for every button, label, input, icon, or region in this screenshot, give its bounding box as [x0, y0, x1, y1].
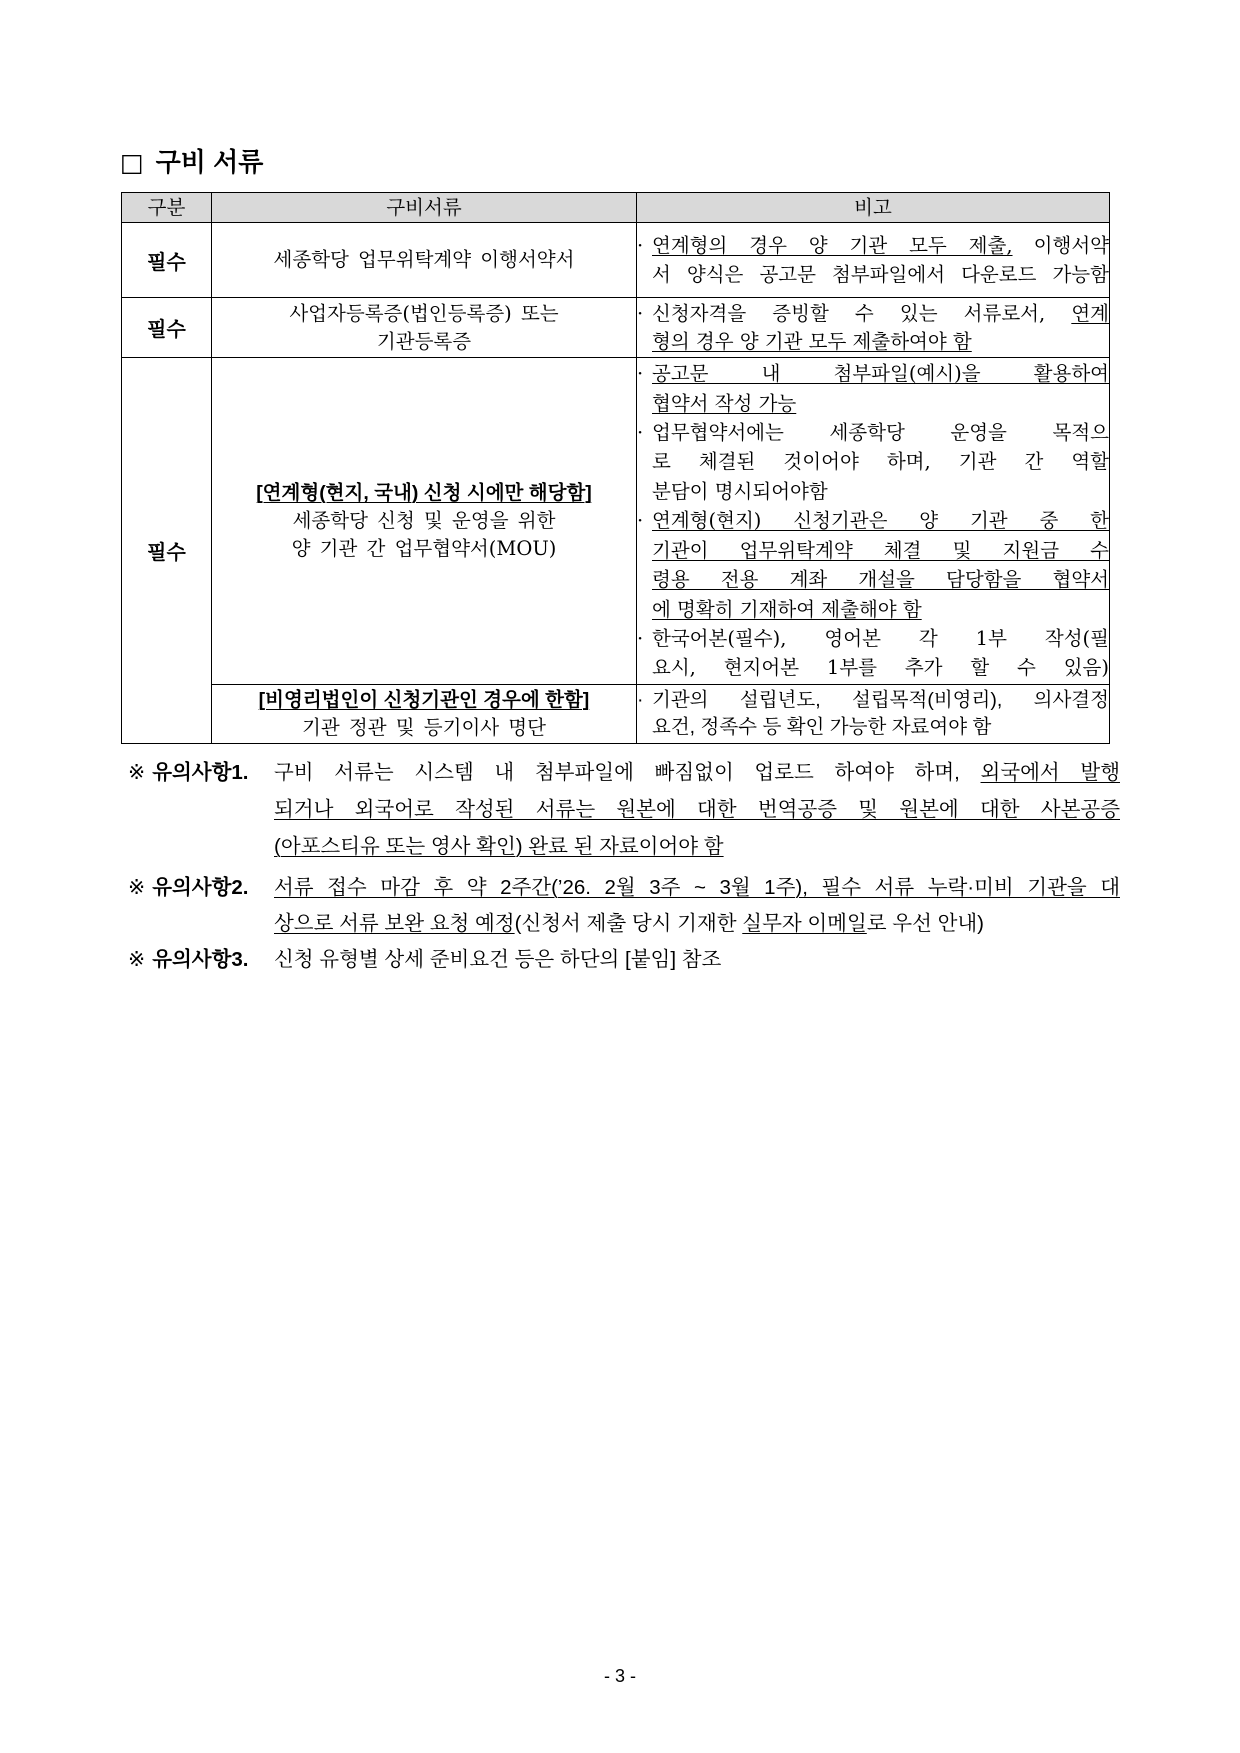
- underlined-text: 상으로 서류 보완 요청 예정: [274, 912, 515, 935]
- bullet: ·: [637, 689, 644, 711]
- underlined-text: 연계형(현지) 신청기관은 양 기관 중 한: [652, 509, 1109, 533]
- remarks-line: [637, 300, 1109, 328]
- remarks-line: [637, 653, 1109, 682]
- remarks-line: [637, 477, 1109, 506]
- remarks-cell: [637, 358, 1110, 685]
- bullet: ·: [637, 362, 644, 386]
- underlined-text: 서류 접수 마감 후 약 2주간(’26. 2월 3주 ~ 3월 1주), 필수 서류 누락·미비 기관을 대: [274, 876, 1120, 899]
- table-header-row: [122, 193, 1110, 223]
- note-text: (신청서 제출 당시 기재한: [514, 912, 743, 935]
- bullet: ·: [637, 233, 644, 257]
- remarks-text: 한국어본(필수), 영어본 각 1부 작성(필: [652, 626, 1109, 650]
- underlined-text: 공고문 내 첨부파일(예시)을 활용하여: [652, 362, 1109, 386]
- underlined-text: (아포스티유 또는 영사 확인) 완료 된 자료이어야 함: [274, 835, 724, 858]
- note-2: [128, 870, 1120, 942]
- header-remarks: 비고: [637, 193, 1110, 223]
- underlined-text: 실무자 이메일: [742, 912, 867, 935]
- condition-label: [연계형(현지, 국내) 신청 시에만 해당함]: [256, 482, 592, 504]
- category-cell: 필수: [122, 223, 212, 298]
- underlined-text: 에 명확히 기재하여 제출해야 함: [652, 597, 922, 621]
- note-body: [274, 870, 1120, 942]
- document-cell: [212, 298, 637, 358]
- section-title: 구비 서류: [155, 147, 264, 177]
- underlined-text: 기관이 업무위탁계약 체결 및 지원금 수: [652, 538, 1109, 562]
- note-heading: [128, 754, 249, 791]
- header-category: 구분: [122, 193, 212, 223]
- underlined-text: 연계형의 경우 양 기관 모두 제출,: [652, 233, 1013, 257]
- section-heading: [120, 145, 263, 179]
- underlined-text: 연계: [1071, 301, 1109, 325]
- note-1: [128, 754, 1120, 865]
- remarks-line: [637, 359, 1109, 388]
- note-heading: [128, 870, 249, 906]
- note-line: [274, 906, 1120, 942]
- note-text: 신청 유형별 상세 준비요건 등은 하단의 [붙임] 참조: [274, 948, 722, 971]
- remarks-cell: [637, 223, 1110, 298]
- reference-mark: ※: [128, 876, 146, 899]
- note-line: [274, 754, 1120, 791]
- underlined-text: 되거나 외국어로 작성된 서류는 원본에 대한 번역공증 및 원본에 대한 사본공증: [274, 798, 1120, 821]
- underlined-text: 협약서 작성 가능: [652, 391, 797, 415]
- remarks-text: 신청자격을 증빙할 수 있는 서류로서,: [652, 301, 1072, 325]
- table-row: [122, 298, 1110, 358]
- bullet: ·: [637, 626, 644, 650]
- document-cell: [212, 223, 637, 298]
- remarks-line: [637, 389, 1109, 418]
- category-cell: 필수: [122, 298, 212, 358]
- header-document: 구비서류: [212, 193, 637, 223]
- remarks-line: [637, 231, 1109, 261]
- bullet: ·: [637, 421, 644, 445]
- remarks-line: [637, 418, 1109, 447]
- bullet: ·: [637, 301, 644, 325]
- note-heading: [128, 941, 249, 978]
- remarks-text: 요시, 현지어본 1부를 추가 할 수 있음): [652, 656, 1109, 680]
- document-cell: [212, 358, 637, 685]
- remarks-line: [637, 714, 1109, 741]
- note-line: [274, 941, 1120, 978]
- document-line: 기관등록증: [376, 329, 472, 353]
- remarks-line: [637, 624, 1109, 653]
- table-row: [122, 685, 1110, 744]
- remarks-text: 이행서약: [1012, 234, 1109, 257]
- remarks-line: [637, 595, 1109, 624]
- note-body: [274, 941, 1120, 978]
- underlined-text: 령용 전용 계좌 개설을 담당함을 협약서: [652, 568, 1109, 592]
- remarks-line: [637, 565, 1109, 594]
- note-body: [274, 754, 1120, 865]
- note-label: 유의사항1.: [152, 761, 249, 784]
- remarks-text: 로 체결된 것이어야 하며, 기관 간 역할: [652, 450, 1109, 474]
- required-documents-table: [121, 192, 1110, 744]
- remarks-line: [637, 447, 1109, 476]
- document-line: 세종학당 신청 및 운영을 위한: [292, 509, 556, 532]
- document-cell: [212, 685, 637, 744]
- remarks-text: 분담이 명시되어야함: [652, 479, 828, 503]
- reference-mark: ※: [128, 948, 146, 971]
- note-line: [274, 870, 1120, 906]
- remarks-cell: [637, 298, 1110, 358]
- section-marker: □: [120, 148, 144, 177]
- remarks-line: [637, 328, 1109, 356]
- remarks-text: 요건, 정족수 등 확인 가능한 자료여야 함: [652, 716, 992, 738]
- table-body: [122, 193, 1110, 744]
- remarks-line: [637, 687, 1109, 714]
- note-line: [274, 791, 1120, 828]
- document-line: [212, 686, 636, 714]
- remarks-line: [637, 506, 1109, 535]
- category-cell: 필수: [122, 358, 212, 744]
- underlined-text: 형의 경우 양 기관 모두 제출하여야 함: [652, 329, 972, 353]
- document-line: 양 기관 간 업무협약서(MOU): [291, 537, 557, 560]
- remarks-text: 업무협약서에는 세종학당 운영을 목적으: [652, 421, 1109, 445]
- note-text: 로 우선 안내): [866, 912, 985, 935]
- table-row: [122, 358, 1110, 685]
- remarks-line: [637, 536, 1109, 565]
- table-row: [122, 223, 1110, 298]
- note-line: [274, 828, 1120, 865]
- note-label: 유의사항2.: [152, 876, 249, 899]
- remarks-line: [637, 261, 1109, 290]
- condition-label: [비영리법인이 신청기관인 경우에 한함]: [258, 689, 590, 711]
- document-line: [212, 479, 636, 507]
- bullet: ·: [637, 509, 644, 533]
- document-line: 기관 정관 및 등기이사 명단: [301, 716, 546, 739]
- remarks-text: 서 양식은 공고문 첨부파일에서 다운로드 가능함: [652, 263, 1109, 286]
- note-label: 유의사항3.: [152, 948, 249, 971]
- page-number: - 3 -: [603, 1666, 636, 1686]
- remarks-cell: [637, 685, 1110, 744]
- reference-mark: ※: [128, 761, 146, 784]
- note-text: 구비 서류는 시스템 내 첨부파일에 빠짐없이 업로드 하여야 하며,: [274, 761, 981, 784]
- document-line: 세종학당 업무위탁계약 이행서약서: [273, 248, 575, 271]
- underlined-text: 외국에서 발행: [980, 761, 1120, 784]
- remarks-text: 기관의 설립년도, 설립목적(비영리), 의사결정: [652, 689, 1109, 711]
- note-3: [128, 941, 1120, 978]
- document-line: 사업자등록증(법인등록증) 또는: [289, 301, 559, 325]
